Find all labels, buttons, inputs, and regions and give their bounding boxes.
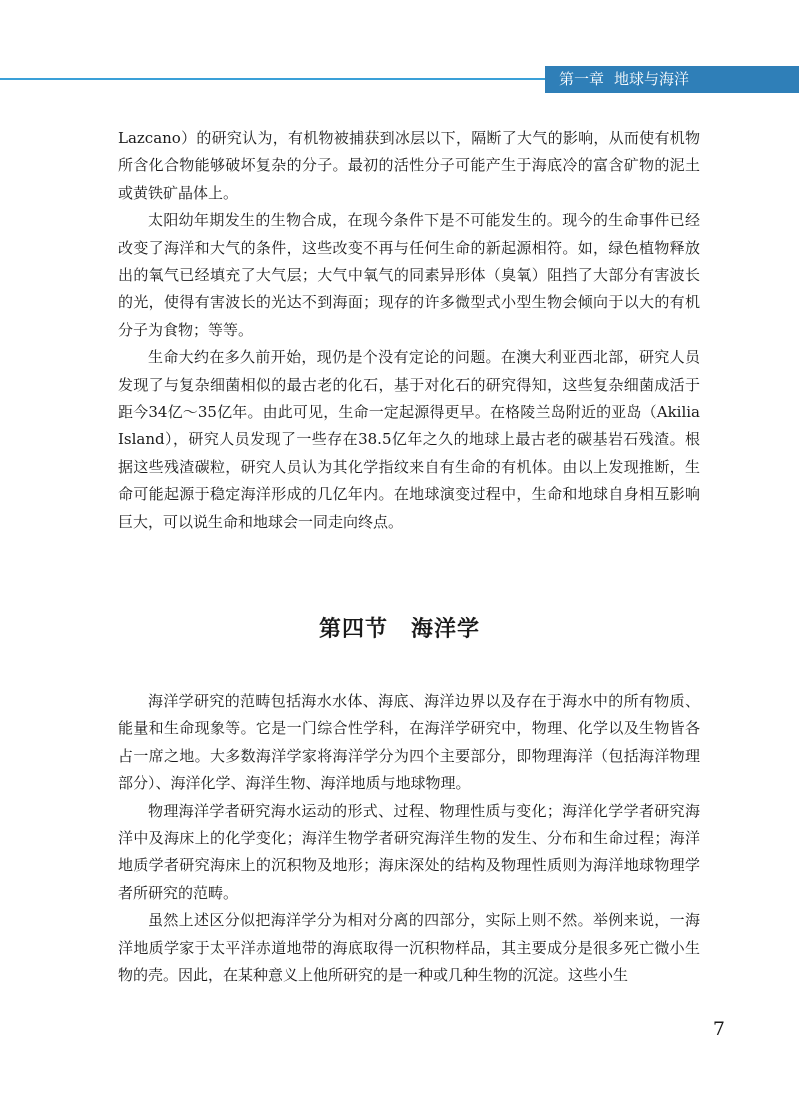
chapter-title: 地球与海洋 [614, 70, 690, 88]
paragraph: Lazcano）的研究认为，有机物被捕获到冰层以下，隔断了大气的影响，从而使有机物所含化合物能够破坏复杂的分子。最初的活性分子可能产生于海底冷的富含矿物的泥土或黄铁矿晶体上。 [118, 129, 700, 202]
body-text-before [118, 125, 700, 536]
paragraph: 太阳幼年期发生的生物合成，在现今条件下是不可能发生的。现今的生命事件已经改变了海洋和大气的条件，这些改变不再与任何生命的新起源相符。如，绿色植物释放出的氧气已经填充了大气层；大气中氧气的同素异形体（臭氧）阻挡了大部分有害波长的光，使得有害波长的光达不到海面；现存的许多微型式小型生物会倾向于以大的有机分子为食物；等等。 [118, 211, 700, 339]
body-text-after [118, 688, 700, 989]
header-rule [0, 78, 545, 80]
chapter-label: 第一章 [559, 70, 605, 88]
page-number: 7 [712, 1018, 725, 1040]
section-title: 第四节 海洋学 [318, 616, 480, 642]
running-header [545, 66, 799, 93]
paragraph: 生命大约在多久前开始，现仍是个没有定论的问题。在澳大利亚西北部，研究人员发现了与复杂细菌相似的最古老的化石，基于对化石的研究得知，这些复杂细菌成活于距今34亿～35亿年。由此可见，生命一定起源得更早。在格陵兰岛附近的亚岛（Akilia Island），研究人员发现了一些存在38.5亿年之久的地球上最古老的碳基岩石残渣。根据这些残渣碳粒，研究人员认为其化学指纹来自有生命的有机体。由以上发现推断，生命可能起源于稳定海洋形成的几亿年内。在地球演变过程中，生命和地球自身相互影响巨大，可以说生命和地球会一同走向终点。 [118, 348, 700, 531]
paragraph: 海洋学研究的范畴包括海水水体、海底、海洋边界以及存在于海水中的所有物质、能量和生命现象等。它是一门综合性学科，在海洋学研究中，物理、化学以及生物皆各占一席之地。大多数海洋学家将海洋学分为四个主要部分，即物理海洋（包括海洋物理部分）、海洋化学、海洋生物、海洋地质与地球物理。 [118, 692, 700, 793]
paragraph: 虽然上述区分似把海洋学分为相对分离的四部分，实际上则不然。举例来说，一海洋地质学家于太平洋赤道地带的海底取得一沉积物样品，其主要成分是很多死亡微小生物的壳。因此，在某种意义上他所研究的是一种或几种生物的沉淀。这些小生 [118, 911, 700, 985]
paragraph: 物理海洋学者研究海水运动的形式、过程、物理性质与变化；海洋化学学者研究海洋中及海床上的化学变化；海洋生物学者研究海洋生物的发生、分布和生命过程；海洋地质学者研究海床上的沉积物及地形；海床深处的结构及物理性质则为海洋地球物理学者所研究的范畴。 [118, 801, 700, 902]
